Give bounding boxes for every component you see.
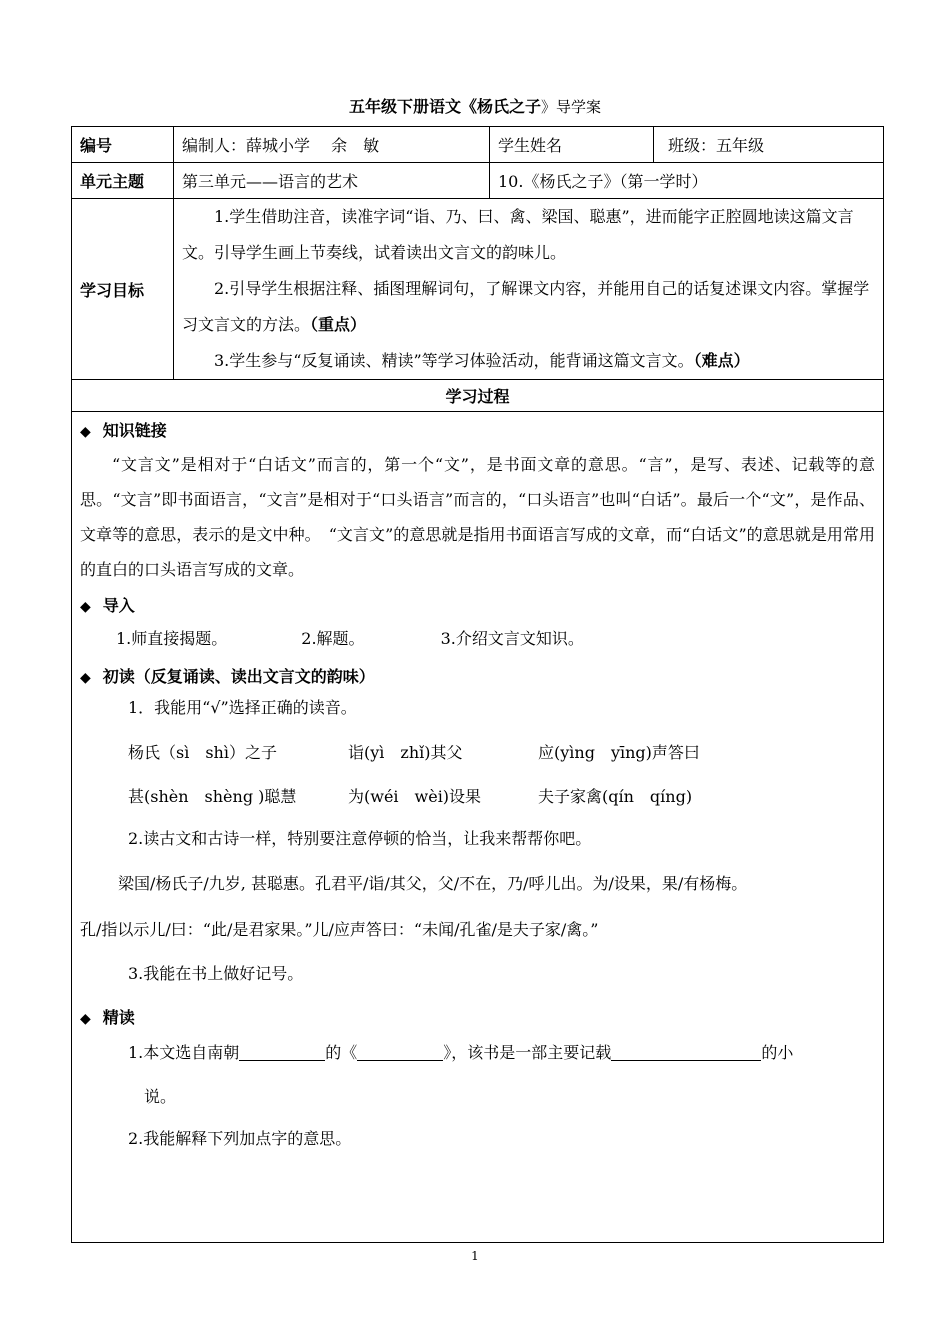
goal-2-tag: （重点）: [310, 315, 367, 334]
fill-blank-content[interactable]: [611, 1042, 761, 1061]
goals-row: [72, 199, 884, 380]
document-title: [0, 94, 950, 117]
close-read-q1-end: 说。: [144, 1087, 177, 1106]
goal-2-text: 2.引导学生根据注释、插图理解词句，了解课文内容，并能用自己的话复述课文内容。掌握学习文言文的方法。: [182, 279, 870, 334]
title-suffix: 》导学案: [541, 98, 602, 116]
label-number: 编号: [72, 127, 174, 163]
page-number: 1: [471, 1249, 479, 1263]
pinyin-choice: 诣(yì zhǐ)其父: [348, 743, 463, 762]
unit-cell: 第三单元——语言的艺术: [174, 163, 490, 199]
pinyin-choice: 应(yìng yīng)声答曰: [538, 743, 700, 762]
diamond-bullet-icon: ◆: [80, 1011, 91, 1027]
process-body-row: [72, 412, 884, 1243]
section-knowledge-title: 知识链接: [102, 421, 167, 440]
close-read-q1-part: 的《: [325, 1043, 358, 1062]
worksheet-table: [71, 126, 884, 1243]
intro-item-1: 1.师直接揭题。: [116, 629, 228, 648]
close-read-q1-part: 的小: [761, 1043, 794, 1062]
section-intro-heading: [80, 591, 875, 622]
pinyin-choice: 甚(shèn shèng )聪慧: [128, 787, 297, 806]
classical-text-line-2: 孔/指以示儿/曰：“此/是君家果。”儿/应声答曰：“未闻/孔雀/是夫子家/禽。”: [80, 920, 599, 939]
goal-1: 1.学生借助注音，读准字词“诣、乃、曰、禽、梁国、聪惠”，进而能字正腔圆地读这篇文言文。引导学生画上节奏线，试着读出文言文的韵味儿。: [182, 207, 854, 262]
pinyin-row-2: [80, 783, 875, 811]
intro-item-3: 3.介绍文言文知识。: [440, 629, 584, 648]
goal-2: [182, 271, 875, 343]
goal-3-text: 3.学生参与“反复诵读、精读”等学习体验活动，能背诵这篇文言文。: [214, 351, 694, 370]
student-name-cell[interactable]: 学生姓名: [490, 127, 654, 163]
diamond-bullet-icon: ◆: [80, 599, 91, 615]
section-first-read-heading: [80, 662, 875, 693]
fill-blank-dynasty[interactable]: [239, 1042, 325, 1061]
pinyin-choice: 杨氏（sì shì）之子: [128, 743, 277, 762]
section-first-read-title: 初读（反复诵读、读出文言文的韵味）: [102, 667, 375, 686]
class-cell: 班级：五年级: [654, 127, 884, 163]
diamond-bullet-icon: ◆: [80, 424, 91, 440]
theme-row: [72, 163, 884, 199]
fill-blank-book[interactable]: [357, 1042, 443, 1061]
section-knowledge-heading: [80, 416, 875, 447]
section-intro-title: 导入: [102, 596, 135, 615]
label-goals: 学习目标: [72, 199, 174, 380]
process-header-row: [72, 380, 884, 412]
classical-text-line-1: 梁国/杨氏子/九岁, 甚聪惠。孔君平/诣/其父，父/不在，乃/呼儿出。为/设果，果/有杨梅。: [118, 874, 748, 893]
pinyin-choice: 夫子家禽(qín qíng): [538, 787, 693, 806]
goal-3-tag: （难点）: [693, 351, 750, 370]
close-read-q1: [80, 1038, 875, 1068]
section-close-read-heading: [80, 1003, 875, 1034]
close-read-q1-part: 1.本文选自南朝: [128, 1043, 240, 1062]
editor-cell: 编制人：薛城小学 余 敏: [174, 127, 490, 163]
first-read-q3: 3.我能在书上做好记号。: [128, 964, 304, 983]
close-read-q1-part: 》，该书是一部主要记载: [443, 1043, 612, 1062]
intro-items: [80, 622, 875, 656]
first-read-q2: 2.读古文和古诗一样，特别要注意停顿的恰当，让我来帮帮你吧。: [128, 829, 592, 848]
close-read-q2: 2.我能解释下列加点字的意思。: [128, 1129, 352, 1148]
goals-cell: [174, 199, 884, 380]
section-close-read-title: 精读: [102, 1008, 135, 1027]
title-main: 五年级下册语文《杨氏之子: [348, 97, 541, 116]
knowledge-text: “文言文”是相对于“白话文”而言的，第一个“文”，是书面文章的意思。“言”，是写、表述、记载等的意思。“文言”即书面语言，“文言”是相对于“口头语言”而言的，“口头语言”也叫“白话”。最后一个“文”，是作品、文章等的意思，表示的是文中种。 “文言文”的意思就是指用书面语言写成的文章，而“白话文”的意思就是用常用的直白的口头语言写成的文章。: [80, 455, 875, 579]
pinyin-choice: 为(wéi wèi)设果: [348, 787, 482, 806]
header-row: [72, 127, 884, 163]
first-read-q1: 1．我能用“√”选择正确的读音。: [128, 698, 357, 717]
intro-item-2: 2.解题。: [301, 629, 365, 648]
process-body: [72, 412, 884, 1243]
diamond-bullet-icon: ◆: [80, 670, 91, 686]
process-header: 学习过程: [72, 380, 884, 412]
label-unit-theme: 单元主题: [72, 163, 174, 199]
goal-3: [182, 343, 875, 379]
lesson-cell: 10.《杨氏之子》（第一学时）: [490, 163, 884, 199]
pinyin-row-1: [80, 739, 875, 767]
